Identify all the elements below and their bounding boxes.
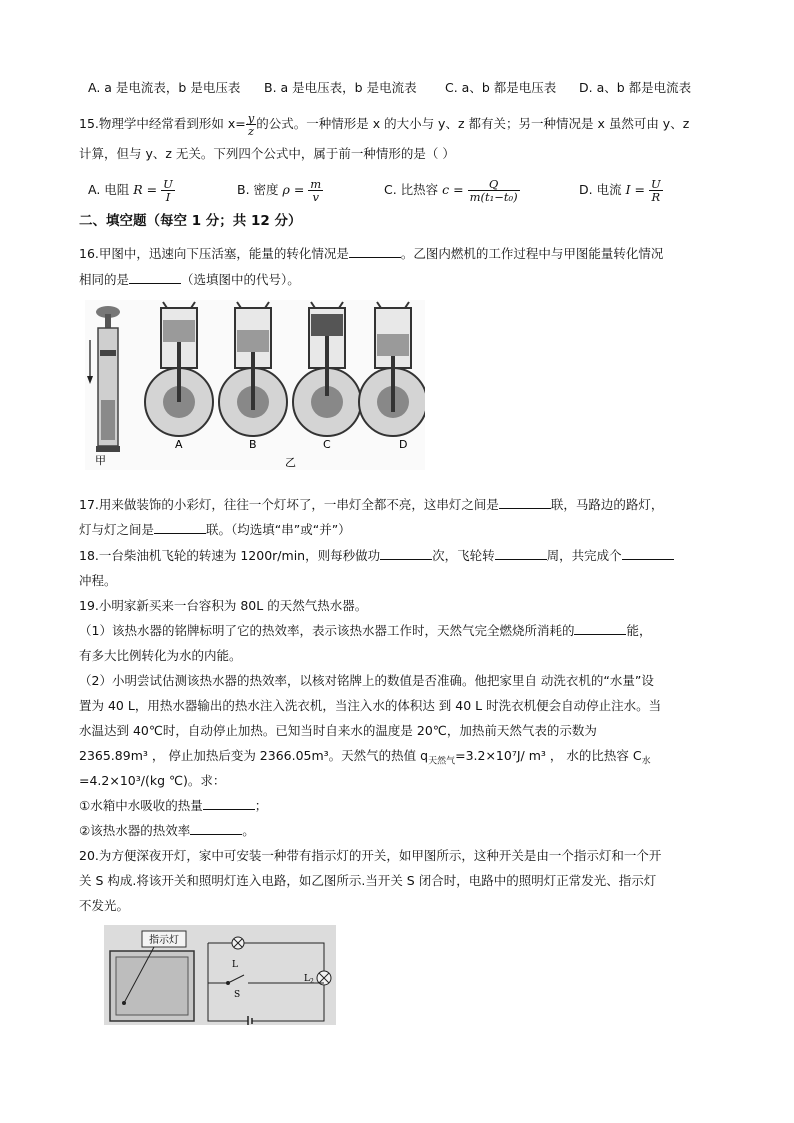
section-heading: 二、填空题（每空 1 分；共 12 分） [79,213,302,229]
q15-option-d [579,178,663,203]
q19-heat-value: =3.2×10⁷J/ m³ ， 水的比热容 C [455,748,642,763]
q19-part2-line1: （2）小明尝试估测该热水器的热效率，以核对铭牌上的数值是否准确。他把家里自 动洗衣机的“水量”设 [79,673,654,688]
fig-label-jia: 甲 [95,454,106,467]
q19-item1 [79,797,267,815]
label-l2-sub: 2 [309,978,314,985]
q15-option-b-label: B. 密度 [237,182,279,197]
q19-sub-gas: 天然气 [428,756,456,767]
q15-stem-start: 15.物理学中经常看到形如 x= [79,116,246,131]
q18-text-b: 次，飞轮转 [432,548,495,563]
q15-option-a-lhs: R = [133,182,158,197]
q16-text-d: （选填图中的代号）。 [181,272,300,287]
q15-line1 [79,112,689,137]
q19-item1-text: ①水箱中水吸收的热量 [79,798,203,813]
q15-option-c-fraction [468,178,520,203]
q19-item1-tail: ； [254,798,268,813]
q15-option-a-fraction [161,178,175,203]
label-s: S [234,990,241,1000]
q19-item2 [79,822,255,840]
q16-line1 [79,245,663,263]
q20-line2: 关 S 构成.将该开关和照明灯连入电路，如乙图所示.当开关 S 闭合时，电路中的照明灯正常发光、指示灯 [79,873,657,888]
q15-option-d-lhs: I = [625,182,645,197]
q15-option-b-fraction [308,178,323,203]
q19-sub-water: 水 [641,756,651,767]
q15-option-b [237,178,323,203]
q15-stem-rest: 的公式。一种情形是 x 的大小与 y、z 都有关；另一种情况是 x 虽然可由 y、z [256,116,690,131]
q17-text-c: 灯与灯之间是 [79,522,155,537]
q19-part1-line2: 有多大比例转化为水的内能。 [79,648,242,663]
q15-option-c [384,178,520,203]
q18-line2: 冲程。 [79,573,117,588]
label-l1: L [232,960,238,970]
q16-text-c: 相同的是 [79,272,130,287]
q15-option-d-num: U [650,177,661,191]
fig-label-b: B [249,438,257,451]
fig-label-a: A [175,438,183,451]
q18-blank-1 [380,547,432,560]
q15-option-b-den: v [312,190,319,204]
fig-label-yi: 乙 [285,456,296,469]
q17-blank-1 [499,496,551,509]
q15-frac-den: z [247,124,255,138]
q14-option-c: C. a、b 都是电压表 [445,80,557,95]
q15-fraction [246,112,257,137]
q18-text-c: 周，共完成个 [546,548,622,563]
q15-option-a [88,178,175,203]
q17-text-b: 联，马路边的路灯， [550,497,664,512]
q16-blank-2 [129,271,181,284]
q18-blank-2 [495,547,547,560]
q19-item2-tail: 。 [242,823,255,838]
q15-option-c-num: Q [468,178,520,191]
q15-frac-num: y [247,111,255,125]
q19-blank-3 [190,822,242,835]
engine-figure [85,300,425,470]
q20-line3: 不发光。 [79,898,130,913]
q17-text-d: 联。（均选填“串”或“并”） [206,522,351,537]
q16-text-b: 。乙图内燃机的工作过程中与甲图能量转化情况 [400,246,664,261]
q17-line1 [79,496,663,514]
fig-label-d: D [399,438,408,451]
q15-option-a-num: U [163,177,173,191]
indicator-label: 指示灯 [149,935,179,946]
q16-blank-1 [349,245,401,258]
q14-option-d: D. a、b 都是电流表 [579,80,692,95]
label-l2-letter: L [304,974,310,984]
q19-part1-line1 [79,622,651,640]
q19-part2-line3: 水温达到 40℃时，自动停止加热。已知当时自来水的温度是 20℃，加热前天然气表的示数为 [79,723,597,738]
q18-line1 [79,547,674,565]
q15-option-d-den: R [651,190,661,204]
q17-text-a: 17.用来做装饰的小彩灯，往往一个灯坏了，一串灯全都不亮，这串灯之间是 [79,497,499,512]
q18-blank-3 [622,547,674,560]
q15-option-a-den: I [165,190,171,204]
q20-line1: 20.为方便深夜开灯，家中可安装一种带有指示灯的开关，如甲图所示，这种开关是由一个指示灯和一个开 [79,848,662,863]
q19-part2-line2: 置为 40 L，用热水器输出的热水注入洗衣机，当注入水的体积达 到 40 L 时洗衣机便会自动停止注水。当 [79,698,662,713]
q17-blank-2 [154,521,206,534]
q19-blank-1 [574,622,626,635]
q15-option-b-lhs: ρ = [282,182,305,197]
q14-option-a: A. a 是电流表，b 是电压表 [88,80,241,95]
q17-line2 [79,521,351,539]
q19-gas-reading: 2365.89m³ ， 停止加热后变为 2366.05m³。天然气的热值 q [79,748,429,763]
q15-option-d-label: D. 电流 [579,182,622,197]
q19-part1-tail: 能， [626,623,652,638]
q15-option-c-lhs: c = [442,182,464,197]
q15-option-a-label: A. 电阻 [88,182,130,197]
q15-line2: 计算，但与 y、z 无关。下列四个公式中，属于前一种情形的是（ ） [79,146,455,161]
q16-text-a: 16.甲图中，迅速向下压活塞，能量的转化情况是 [79,246,349,261]
q19-blank-2 [203,797,255,810]
q15-option-c-den: m(t₁−t₀) [469,190,518,204]
q19-item2-text: ②该热水器的热效率 [79,823,191,838]
q19-part2-line4 [79,747,651,771]
q19-line1: 19.小明家新买来一台容积为 80L 的天然气热水器。 [79,598,368,613]
q16-line2 [79,271,300,289]
fig-label-c: C [323,438,331,451]
q15-option-d-fraction [649,178,663,203]
q19-part2-line5: =4.2×10³/(kg ℃)。求： [79,773,226,788]
q19-part1-text: （1）该热水器的铭牌标明了它的热效率，表示该热水器工作时，天然气完全燃烧所消耗的 [79,623,575,638]
q15-option-b-num: m [310,177,322,191]
q14-option-b: B. a 是电压表，b 是电流表 [264,80,417,95]
q18-text-a: 18.一台柴油机飞轮的转速为 1200r/min，则每秒做功 [79,548,381,563]
circuit-figure [104,925,336,1025]
q15-option-c-label: C. 比热容 [384,182,439,197]
